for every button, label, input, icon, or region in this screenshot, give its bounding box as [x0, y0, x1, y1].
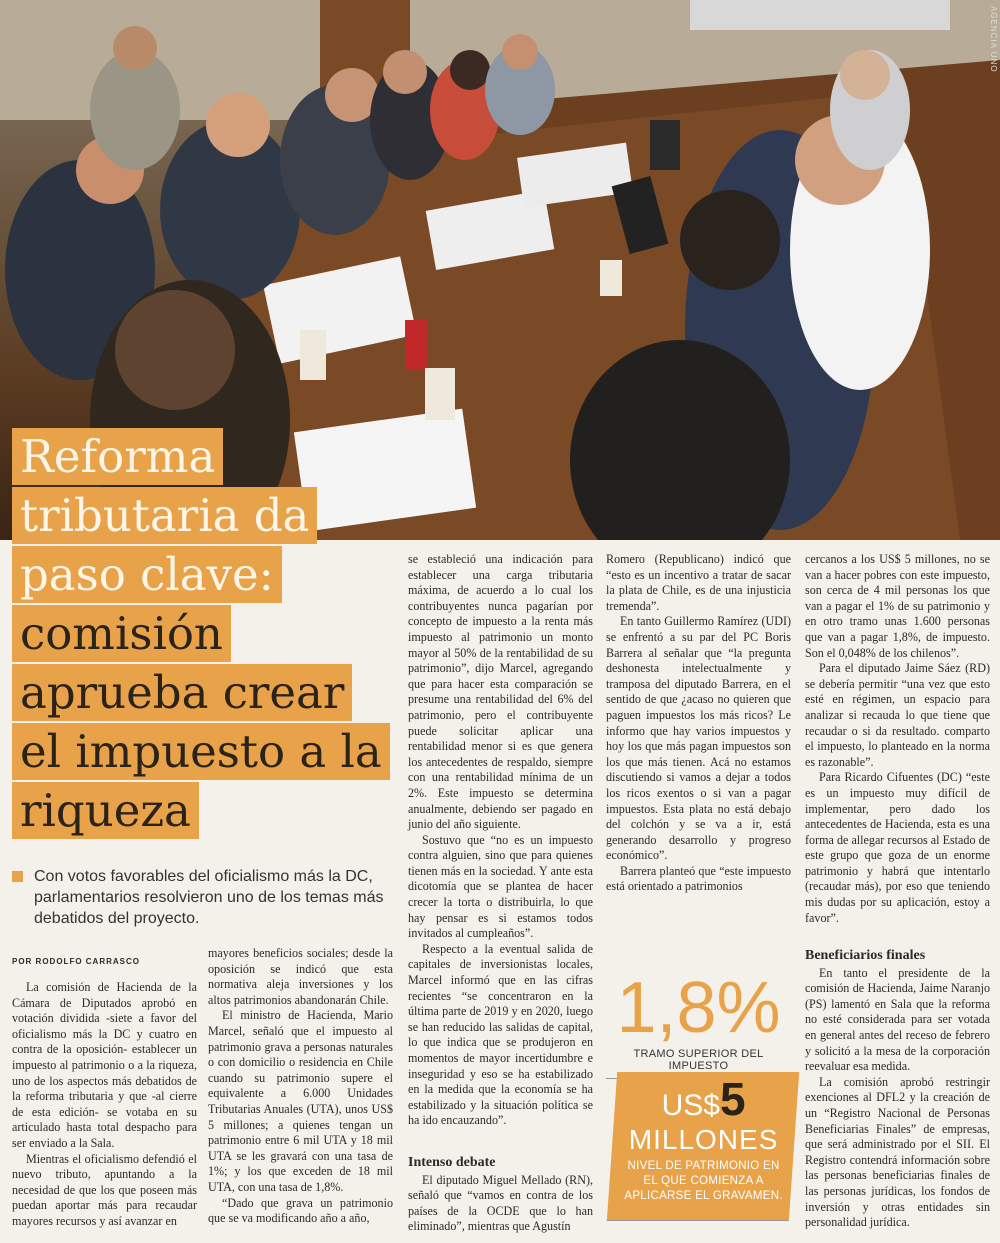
bullet-square-icon: [12, 871, 23, 882]
stat-threshold-value: 5: [719, 1073, 746, 1125]
photo-credit: AGENCIA UNO: [989, 6, 998, 73]
stat-threshold-currency: US$: [661, 1089, 720, 1122]
stat-threshold-label: NIVEL DE PATRIMONIO EN EL QUE COMIENZA A APLICARSE EL GRAVAMEN.: [624, 1160, 783, 1202]
paragraph: La comisión aprobó restringir exenciones al DFL2 y la creación de un “Registro Nacional de Personas Beneficiarias Finales” de empresas, que será administrado por el SII. El Registro contendrá información sobre las personas beneficiarias finales de las personas jurídicas, los fondos de inversión y otras entidades sin personalidad jurídica.: [805, 1074, 990, 1230]
article-column-7: [805, 948, 990, 1231]
paragraph: Respecto a la eventual salida de capitales de inversionistas locales, Marcel informó que en las cifras recientes “se concentraron en la última parte de 2019 y en 2020, luego se han reducido las salidas de capital, lo que indica que se produjeron en momentos de mayor incertidumbre e inseguridad y eso se ha estabilizado en la medida que la economía se ha estabilizado y la situación política se ha ido encauzando”.: [408, 941, 593, 1128]
headline-line-4: comisión: [12, 605, 231, 662]
paragraph: Romero (Republicano) indicó que “esto es un incentivo a tratar de sacar la plata de Chile, es de una injusticia tremenda”.: [606, 552, 791, 613]
article-column-3: [408, 552, 593, 1129]
stat-tax-rate: [606, 968, 791, 1079]
headline-line-2: tributaria da: [12, 487, 317, 544]
paragraph: En tanto Guillermo Ramírez (UDI) se enfrentó a su par del PC Boris Barrera al señalar que “la pregunta deshonesta intelectualmente y tramposa del diputado Barrera, en el sentido de que ¿acaso no quieren que paguen impuestos los más ricos? Le informo que hay varios impuestos y hoy los que más pagan impuestos son los que más tienen. Acá no estamos discutiendo si vamos a dejar a todos los ricos exentos o si van a pagar impuestos. Esta plata no está debajo del colchón y se va a ir, está generando desarrollo y progreso económico”.: [606, 614, 791, 863]
headline-line-1: Reforma: [12, 428, 223, 485]
byline: POR RODOLFO CARRASCO: [12, 957, 140, 966]
lead-paragraph: [12, 866, 419, 929]
headline-line-5: aprueba crear: [12, 664, 352, 721]
lead-text: Con votos favorables del oficialismo más la DC, parlamentarios resolvieron uno de los temas más debatidos del proyecto.: [34, 868, 384, 927]
article-column-4: [408, 1147, 593, 1235]
stat-threshold-amount: [613, 1073, 795, 1125]
paragraph: Para Ricardo Cifuentes (DC) “este es un impuesto muy difícil de implementar, pero dado los antecedentes de Hacienda, esta es una forma de allegar recursos al Estado de este grupo que goza de un enorme patrimonio y habrá que intentarlo (recaudar más), por eso que teniendo mis dudas por su aplicación, estoy a favor”.: [805, 770, 990, 925]
stat-tax-rate-label: TRAMO SUPERIOR DEL IMPUESTO: [633, 1048, 764, 1072]
stat-patrimony-threshold: [607, 1072, 799, 1221]
paragraph: Barrera planteó que “este impuesto está orientado a patrimonios: [606, 863, 791, 894]
paragraph: “Dado que grava un patrimonio que se va modificando año a año,: [208, 1195, 393, 1226]
paragraph: cercanos a los US$ 5 millones, no se van a hacer pobres con este impuesto, son cerca de 4 mil personas los que van a pagar el 1% de su patrimonio y en otro tramo unas 1.600 personas que van a pagar 1,8%, de impuesto. Son el 0,048% de los chilenos”.: [805, 552, 990, 660]
paragraph: Para el diputado Jaime Sáez (RD) se debería permitir “una vez que esto esté en régimen, un espacio para analizar si recauda lo que tiene que recaudar o si da resultado. comparto el impuesto, lo planteado en la norma es razonable”.: [805, 661, 990, 769]
headline-line-6: el impuesto a la: [12, 723, 390, 780]
paragraph: La comisión de Hacienda de la Cámara de Diputados aprobó en votación dividida -siete a favor del oficialismo más la DC y cuatro en contra de la oposición- establecer un impuesto al patrimonio o a la riqueza, uno de los aspectos más debatidos de la reforma tributaria y que -al cierre de esta edición- se votaba en su articulado hasta total despacho para ser enviado a la Sala.: [12, 980, 197, 1150]
paragraph: mayores beneficios sociales; desde la oposición se indicó que esta normativa aleja inversiones y los altos patrimonios abandonarán Chile.: [208, 946, 393, 1007]
headline-line-7: riqueza: [12, 782, 199, 839]
subheading-beneficiarios-finales: Beneficiarios finales: [805, 948, 926, 963]
paragraph: El diputado Miguel Mellado (RN), señaló que “vamos en contra de los países de la OCDE que lo han eliminado”, mientras que Agustín: [408, 1172, 593, 1234]
article-column-2: [208, 946, 393, 1227]
stat-threshold-unit: MILLONES: [628, 1124, 779, 1155]
article-column-1: [12, 980, 197, 1230]
headline: [12, 428, 432, 841]
paragraph: Sostuvo que “no es un impuesto contra alguien, sino que para quienes tienen más en la sociedad. Y ante esta dicotomía que se plantea de hacer crecer la torta o distribuirla, lo que hay pensar es si estamos todos invitados al cumpleaños”.: [408, 832, 593, 941]
paragraph: En tanto el presidente de la comisión de Hacienda, Jaime Naranjo (PS) lamentó en Sala que la reforma no esté considerada para ser votada en general antes del receso de febrero y solicitó a la mesa de la corporación reevaluar esa medida.: [805, 965, 990, 1074]
subheading-intenso-debate: Intenso debate: [408, 1155, 496, 1170]
paragraph: Mientras el oficialismo defendió el nuevo tributo, apuntando a la necesidad de que los que poseen más puedan aportar más para recaudar mayores recursos y así avanzar en: [12, 1151, 197, 1228]
headline-line-3: paso clave:: [12, 546, 282, 603]
stat-tax-rate-value: 1,8%: [616, 968, 781, 1048]
paragraph: El ministro de Hacienda, Mario Marcel, señaló que el impuesto al patrimonio grava a personas naturales o con domicilio o residencia en Chile cuando su patrimonio supere el equivalente a 6.000 Unidades Tributarias Anuales (UTA), unos US$ 5 millones; a quienes tengan un patrimonio entre 6 mil UTA y 18 mil UTA se les gravará con una tasa de 1%; y los que exceden de 18 mil UTA, con una tasa de 1,8%.: [208, 1008, 393, 1194]
article-column-5: [606, 552, 791, 895]
paragraph: se estableció una indicación para establecer una carga tributaria máxima, de acuerdo a lo cual los contribuyentes nunca pagarían por concepto de impuesto a la renta más impuesto al patrimonio un monto mayor al 50% de la rentabilidad de su patrimonio”, dijo Marcel, agregando que para hacer esta comparación se presume una rentabilidad del 6% del patrimonio, pero el contribuyente puede solicitar aplicar una rentabilidad menor si es que genera los antecedentes de respaldo, siempre con una rentabilidad mínima de un 2%. Este impuesto se determina anualmente, debiendo ser pagado en junio del año siguiente.: [408, 552, 593, 832]
article-column-6: [805, 552, 990, 926]
